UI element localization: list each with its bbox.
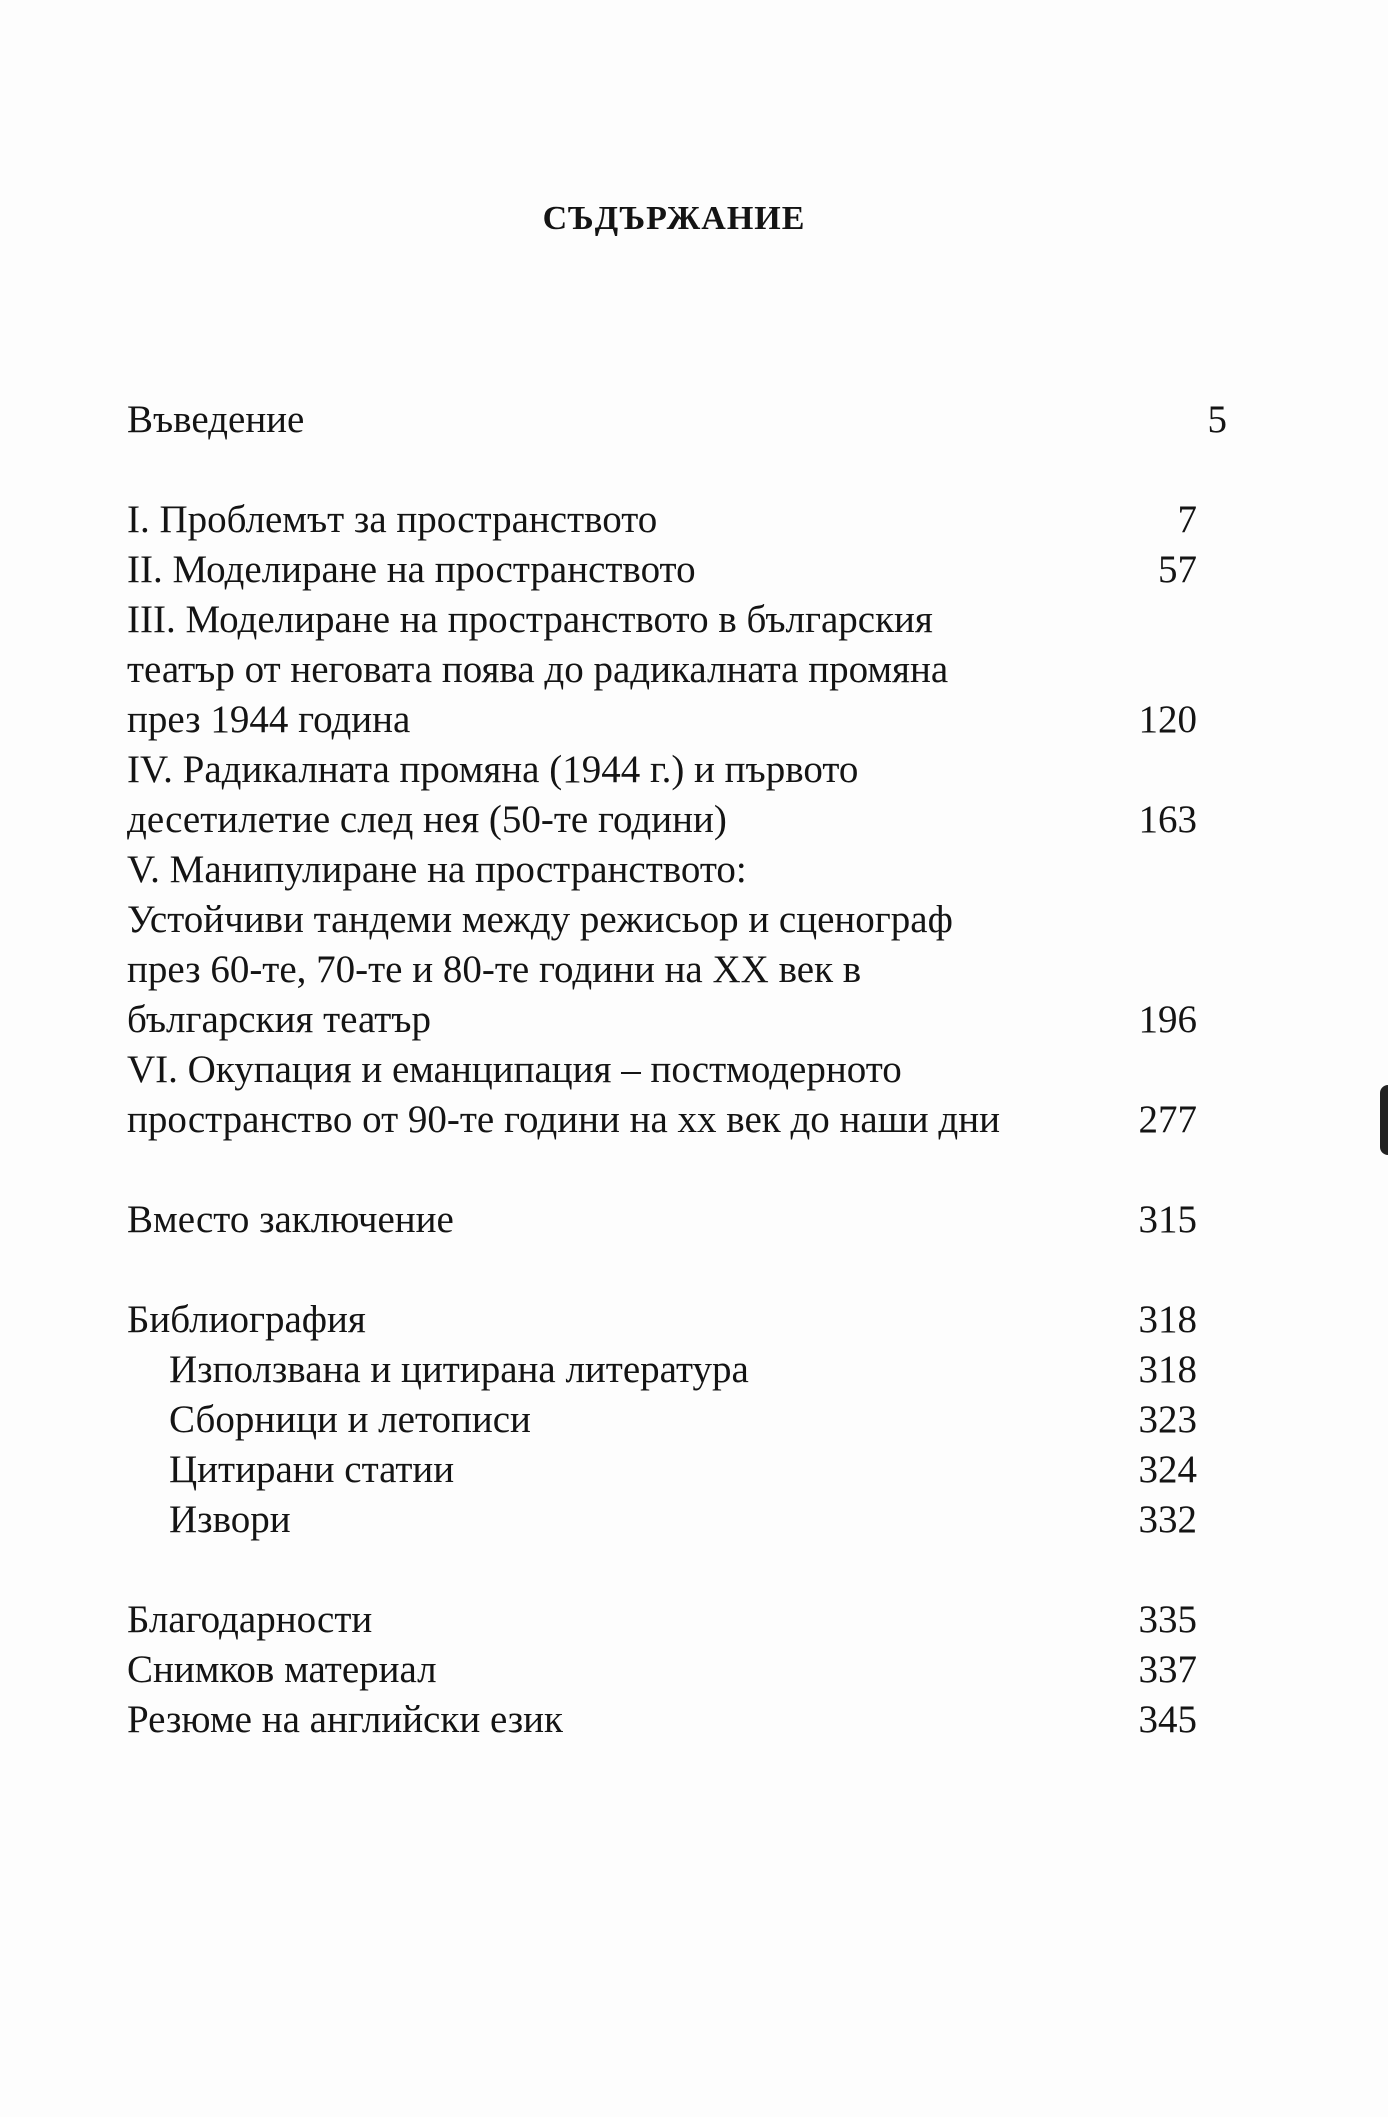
toc-entry-label-line: пространство от 90-те години на хх век до наши дни: [127, 1098, 1000, 1141]
toc-entry-acknowledgements: [127, 1595, 1227, 1645]
toc-entry-chapter-2: [127, 545, 1227, 595]
toc-entry-label: I. Проблемът за пространството: [127, 498, 658, 541]
toc-subentry: [127, 1445, 1227, 1495]
toc-entry-label-line: III. Моделиране на пространството в българския: [127, 598, 933, 641]
toc-entry-label-line: V. Манипулиране на пространството:: [127, 848, 747, 891]
toc-subentry: [127, 1345, 1227, 1395]
toc-page-number: 335: [1138, 1598, 1197, 1641]
toc-page-number: 337: [1138, 1648, 1197, 1691]
toc-entry-chapter-6: [127, 1045, 1227, 1145]
toc-page-number: 196: [1138, 998, 1197, 1041]
toc-page-number: 318: [1138, 1348, 1197, 1391]
table-of-contents: [127, 395, 1227, 1745]
toc-entry-photos: [127, 1645, 1227, 1695]
toc-subentry-label: Извори: [169, 1498, 291, 1541]
page-edge-shadow: [1380, 1085, 1388, 1155]
toc-page-number: 318: [1138, 1298, 1197, 1341]
toc-entry-label: Библиография: [127, 1298, 366, 1341]
page-title: СЪДЪРЖАНИЕ: [542, 200, 806, 237]
toc-subentry: [127, 1395, 1227, 1445]
toc-entry-label-line: десетилетие след нея (50-те години): [127, 798, 727, 841]
toc-page-number: 277: [1138, 1098, 1197, 1141]
toc-entry-label-line: през 60-те, 70-те и 80-те години на XX век в: [127, 948, 862, 991]
toc-entry-label-line: театър от неговата поява до радикалната промяна: [127, 648, 949, 691]
toc-entry-label: Благодарности: [127, 1598, 373, 1641]
toc-page-number: 323: [1138, 1398, 1197, 1441]
toc-entry-chapter-1: [127, 495, 1227, 545]
toc-entry-label: Вместо заключение: [127, 1198, 454, 1241]
toc-entry-chapter-4: [127, 745, 1227, 845]
toc-page-number: 332: [1138, 1498, 1197, 1541]
toc-entry-label-line: Устойчиви тандеми между режисьор и сценограф: [127, 898, 953, 941]
toc-entry-chapter-5: [127, 845, 1227, 1045]
toc-page-number: 5: [1207, 398, 1227, 441]
toc-page-number: 57: [1158, 548, 1197, 591]
toc-subentry-label: Сборници и летописи: [169, 1398, 531, 1441]
toc-entry-label: Снимков материал: [127, 1648, 437, 1691]
toc-page-number: 345: [1138, 1698, 1197, 1741]
toc-page-number: 324: [1138, 1448, 1197, 1491]
toc-entry-label-line: през 1944 година: [127, 698, 411, 741]
toc-entry-label: II. Моделиране на пространството: [127, 548, 696, 591]
toc-subentry-label: Използвана и цитирана литература: [169, 1348, 749, 1391]
toc-entry-label-line: българския театър: [127, 998, 431, 1041]
toc-entry-label: Въведение: [127, 398, 305, 441]
toc-entry-intro: [127, 395, 1227, 445]
toc-page-number: 315: [1138, 1198, 1197, 1241]
toc-entry-conclusion: [127, 1195, 1227, 1245]
toc-page-number: 7: [1177, 498, 1197, 541]
toc-subentry: [127, 1495, 1227, 1545]
toc-entry-label: Резюме на английски език: [127, 1698, 563, 1741]
toc-entry-summary: [127, 1695, 1227, 1745]
toc-subentry-label: Цитирани статии: [169, 1448, 455, 1491]
toc-entry-label-line: VI. Окупация и еманципация – постмодерното: [127, 1048, 902, 1091]
toc-entry-bibliography: [127, 1295, 1227, 1345]
toc-page-number: 120: [1138, 698, 1197, 741]
toc-entry-chapter-3: [127, 595, 1227, 745]
toc-page-number: 163: [1138, 798, 1197, 841]
toc-entry-label-line: IV. Радикалната промяна (1944 г.) и първото: [127, 748, 859, 791]
